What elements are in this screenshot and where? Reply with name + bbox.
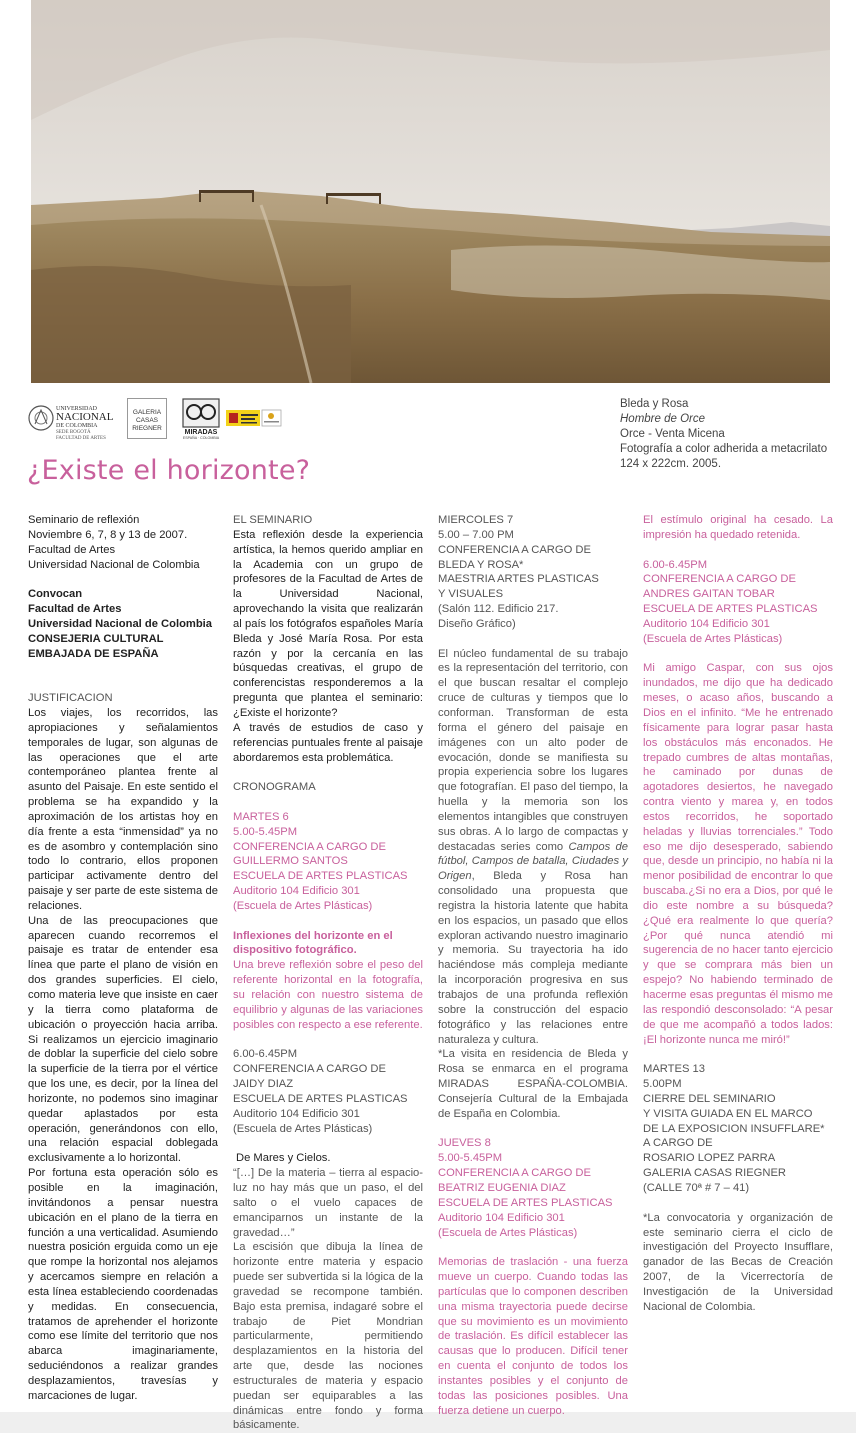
schedule-line: Auditorio 104 Edificio 301 <box>233 1107 360 1120</box>
schedule-line: (Escuela de Artes Plásticas) <box>233 899 373 912</box>
schedule-line: BEATRIZ EUGENIA DIAZ <box>438 1181 566 1194</box>
column-1 <box>28 513 218 1404</box>
convocan-line: Convocan <box>28 588 83 601</box>
schedule-line: DE LA EXPOSICION INSUFFLARE* <box>643 1122 825 1135</box>
unal-line1: UNIVERSIDAD <box>56 406 97 412</box>
cronograma-heading: CRONOGRAMA <box>233 781 316 794</box>
caption-author: Bleda y Rosa <box>620 398 689 410</box>
footnote: *La convocatoria y organización de este seminario cierra el ciclo de investigación del Proyecto Insufflare, ganador de las Becas de Creación 2007, de la Vicerrectoría de Investigación de la Universidad Nacional de Colombia. <box>643 1211 833 1313</box>
talk-title: Inflexiones del horizonte en el dispositivo fotográfico. <box>233 929 393 957</box>
talk-abstract: Una breve reflexión sobre el peso del referente horizontal en la fotografía, su relación con nuestro sistema de equilibrio y algunas de las variaciones posibles con respecto a ese referente. <box>233 959 423 1031</box>
schedule-line: GALERIA CASAS RIEGNER <box>643 1167 786 1180</box>
justificacion-heading: JUSTIFICACION <box>28 692 113 705</box>
schedule-line: MARTES 13 <box>643 1063 705 1076</box>
schedule-line: Y VISITA GUIADA EN EL MARCO <box>643 1107 813 1120</box>
schedule-line: Auditorio 104 Edificio 301 <box>438 1211 565 1224</box>
bleda-rosa-paragraph <box>438 647 628 1048</box>
series-names: Campos de fútbol, Campos de batalla, Ciudades y Origen <box>438 840 628 883</box>
sponsor-logos <box>28 398 328 440</box>
talk-title: De Mares y Cielos. <box>236 1152 331 1165</box>
convocan-line: CONSEJERIA CULTURAL <box>28 632 164 645</box>
intro-line: Facultad de Artes <box>28 543 116 556</box>
talk-abstract: El estímulo original ha cesado. La impresión ha quedado retenida. <box>643 514 833 541</box>
schedule-line: Y VISUALES <box>438 588 504 601</box>
schedule-line: MARTES 6 <box>233 810 289 823</box>
schedule-line: A CARGO DE <box>643 1137 713 1150</box>
justificacion-paragraph: Los viajes, los recorridos, las apropiaciones y señalamientos temporales de lugar, son algunas de las operaciones que el arte contemporáneo plantea frente al asunto del Paisaje. En este sentido el problema se ha expandido y la aproximación de los artistas hoy en día frente a esta “inmensidad” ya no es de asombro y contemplación sino todo lo contrario, ellos proponen participar activamente dentro del paisaje y ser parte de este sistema de relaciones. <box>28 706 218 912</box>
schedule-line: Auditorio 104 Edificio 301 <box>643 617 770 630</box>
caption-dimensions: 124 x 222cm. 2005. <box>620 458 722 470</box>
convocan-line: Facultad de Artes <box>28 603 122 616</box>
schedule-line: JAIDY DIAZ <box>233 1078 294 1091</box>
paragraph-text: El núcleo fundamental de su trabajo es la representación del territorio, con el que buscan resaltar el complejo cruce de culturas y tiempos que lo conforman. Transforman de esta forma el género del paisaje en imágenes con un alto poder de evocación, donde se manifiesta su propia experiencia sobre los lugares que fotografían. El paso del tiempo, la huella y la memoria son los elementos intangibles que construyen sus obras. A lo largo de compactas y destacadas series como <box>438 647 628 853</box>
talk-abstract: La escisión que dibuja la línea de horizonte entre materia y espacio puede ser subvertida si la lógica de la gravedad se recompone también. Bajo esta premisa, indagaré sobre el trabajo de Piet Mondrian particularmente, permitiendo desplazamientos en la historia del arte que, desde las nociones estructurales de materia y espacio puedan ser equiparables a las dinámicas entre fondo y forma básicamente. <box>233 1241 423 1432</box>
unal-logo <box>28 398 114 440</box>
column-2 <box>233 513 423 1433</box>
schedule-line: CIERRE DEL SEMINARIO <box>643 1092 776 1105</box>
schedule-line: Auditorio 104 Edificio 301 <box>233 885 360 898</box>
photo-caption <box>620 397 840 472</box>
unal-line3: DE COLOMBIA <box>56 423 98 429</box>
schedule-line: Diseño Gráfico) <box>438 617 516 630</box>
talk-abstract: Mi amigo Caspar, con sus ojos inundados, me dijo que ha dedicado meses, o acaso años, buscando a Dios en el infinito. “Me he entrenado físicamente para lograr pasar hasta los obstáculos más enconados. He trepado cumbres de altas montañas, he caminado por dunas de agotadores desiertos, he navegado contra viento y marea y, en todos estos recorridos, he soportado heladas y lluvias torrenciales.” Todo eso me dijo desesperado, sabiendo que, desde un principio, no había ni la menor posibilidad de encontrar lo que buscaba.¿Si no era a Dios, por qué le dio este nombre a su búsqueda? ¿Qué era realmente lo que quería? ¿Por qué nunca atendió mi sugerencia de no hacer tanto ejercicio y que se comprara más bien un espejo? No habiendo terminado de hacerme esas preguntas él mismo me las respondió desconsolado: “A pesar de que me acompañó a todos lados: ¡El horizonte nunca me miró!” <box>643 662 833 1046</box>
schedule-line: (Salón 112. Edificio 217. <box>438 603 559 616</box>
landscape-photo <box>31 0 830 383</box>
miradas-logo <box>181 398 221 440</box>
schedule-line: CONFERENCIA A CARGO DE <box>438 543 591 556</box>
schedule-line: CONFERENCIA A CARGO DE <box>643 573 796 586</box>
seminario-paragraph: Esta reflexión desde la experiencia artística, la hemos querido ampliar en la Academia con un grupo de profesores de la Facultad de Artes de la Universidad Nacional, aprovechando la visita que realizarán al país los fotógrafos españoles María Bleda y José María Rosa. Por esta razón y por la cercanía en las búsquedas creativas, el grupo de conferencistas responderemos a la pregunta que plantea el seminario: ¿Existe el horizonte? <box>233 528 423 719</box>
schedule-line: ESCUELA DE ARTES PLASTICAS <box>438 1196 613 1209</box>
embajada-espana-logo <box>226 408 282 428</box>
schedule-line: GUILLERMO SANTOS <box>233 855 348 868</box>
caption-work: Hombre de Orce <box>620 413 706 425</box>
schedule-line: CONFERENCIA A CARGO DE <box>438 1167 591 1180</box>
caption-technique: Fotografía a color adherida a metacrilato <box>620 443 828 455</box>
schedule-line: CONFERENCIA A CARGO DE <box>233 1063 386 1076</box>
convocan-line: Universidad Nacional de Colombia <box>28 617 213 630</box>
seminario-paragraph: A través de estudios de caso y referencias puntuales frente al paisaje abordaremos esta problemática. <box>233 721 423 764</box>
galeria-line3: RIEGNER <box>132 425 162 432</box>
miradas-label: MIRADAS <box>184 429 218 436</box>
intro-line: Noviembre 6, 7, 8 y 13 de 2007. <box>28 528 188 541</box>
schedule-line: JUEVES 8 <box>438 1137 491 1150</box>
schedule-line: ESCUELA DE ARTES PLASTICAS <box>233 870 408 883</box>
schedule-line: BLEDA Y ROSA* <box>438 558 524 571</box>
schedule-line: ESCUELA DE ARTES PLASTICAS <box>233 1092 408 1105</box>
miradas-sub: ESPAÑA · COLOMBIA <box>182 436 220 440</box>
page-title: ¿Existe el horizonte? <box>27 455 311 486</box>
convocan-line: EMBAJADA DE ESPAÑA <box>28 647 159 660</box>
schedule-line: 6.00-6.45PM <box>233 1048 298 1061</box>
caption-place: Orce - Venta Micena <box>620 428 725 440</box>
paragraph-text: , Bleda y Rosa han consolidado una propuesta que registra la historia latente que habita en los espacios, un pasado que ellos exploran activando nuestro imaginario y memoria. Su trayectoria ha ido haciéndose más compleja mediante la incorporación progresiva en sus trabajos de una profunda reflexión sobre la construcción del espacio fotográfico y las relaciones entre naturaleza y cultura. <box>438 870 628 1046</box>
schedule-line: 5.00 – 7.00 PM <box>438 528 514 541</box>
schedule-line: ANDRES GAITAN TOBAR <box>643 588 775 601</box>
landscape-photo-image <box>31 0 830 383</box>
justificacion-paragraph: Por fortuna esta operación sólo es posible en la imaginación, invitándonos a pensar nuestra ubicación en el plano de la tierra en función a una verticalidad. Asumiendo nuestra posición erguida como un eje que rompe la horizontal nos alejamos y acercamos siempre en relación a esta línea estableciendo coordenadas y medidas. En consecuencia, tratamos de aprehender el horizonte como ese límite del territorio que nos abarca imaginariamente, seduciéndonos a realizar grandes desplazamientos, travesías y marcaciones de lugar. <box>28 1167 218 1402</box>
talk-abstract: “[…] De la materia – tierra al espacio-luz no hay más que un paso, el del salto o el vuelo capaces de emanciparnos un instante de la gravedad…” <box>233 1167 423 1239</box>
justificacion-paragraph: Una de las preocupaciones que aparecen cuando recorremos el paisaje es tratar de entender esa línea que parte el plano de visión en dos grandes superficies. El cielo, como materia leve que insiste en caer y la tierra como plataforma de ubicación o proyección hacia arriba. Si realizamos un ejercicio imaginario de doblar la superficie del cielo sobre la superficie de la tierra por el vértice que los une, es decir, por la línea del horizonte, no podemos sino imaginar quedar aplastados por esta operación, generándonos con ello, una relación espacial doblegada exclusivamente a lo horizontal. <box>28 914 218 1165</box>
intro-line: Seminario de reflexión <box>28 514 140 526</box>
schedule-line: 5.00PM <box>643 1078 682 1091</box>
schedule-line: (Escuela de Artes Plásticas) <box>438 1226 578 1239</box>
schedule-line: 5.00-5.45PM <box>438 1152 503 1165</box>
schedule-line: ESCUELA DE ARTES PLASTICAS <box>643 603 818 616</box>
schedule-line: MIERCOLES 7 <box>438 514 514 526</box>
galeria-line1: GALERIA <box>132 409 162 416</box>
unal-line2: NACIONAL <box>56 411 114 423</box>
schedule-line: 6.00-6.45PM <box>643 558 708 571</box>
column-4 <box>643 513 833 1315</box>
galeria-line2: CASAS <box>135 417 159 424</box>
schedule-line: ROSARIO LOPEZ PARRA <box>643 1152 776 1165</box>
schedule-line: CONFERENCIA A CARGO DE <box>233 840 386 853</box>
talk-abstract: Memorias de traslación - una fuerza mueve un cuerpo. Cuando todas las partículas que lo componen describen una misma trayectoria puede decirse que su movimiento es un movimiento de traslación. Es difícil establecer las causas que lo producen. Difícil tener en cuenta el conjunto de todos los instantes posibles y el conjunto de todas las posiciones posibles. Una fuerza detiene un cuerpo. <box>438 1256 628 1417</box>
unal-line5: FACULTAD DE ARTES <box>56 436 106 440</box>
schedule-line: (CALLE 70ª # 7 – 41) <box>643 1181 750 1194</box>
schedule-line: 5.00-5.45PM <box>233 825 298 838</box>
seminario-heading: EL SEMINARIO <box>233 514 313 526</box>
schedule-line: (Escuela de Artes Plásticas) <box>233 1122 373 1135</box>
schedule-line: (Escuela de Artes Plásticas) <box>643 632 783 645</box>
column-3 <box>438 513 628 1418</box>
galeria-logo <box>127 398 167 440</box>
unal-line4: SEDE BOGOTÁ <box>56 430 91 435</box>
footnote: *La visita en residencia de Bleda y Rosa se enmarca en el programa MIRADAS ESPAÑA-COLOMBIA. Consejería Cultural de la Embajada de España en Colombia. <box>438 1048 628 1120</box>
intro-line: Universidad Nacional de Colombia <box>28 558 200 571</box>
schedule-line: MAESTRIA ARTES PLASTICAS <box>438 573 599 586</box>
